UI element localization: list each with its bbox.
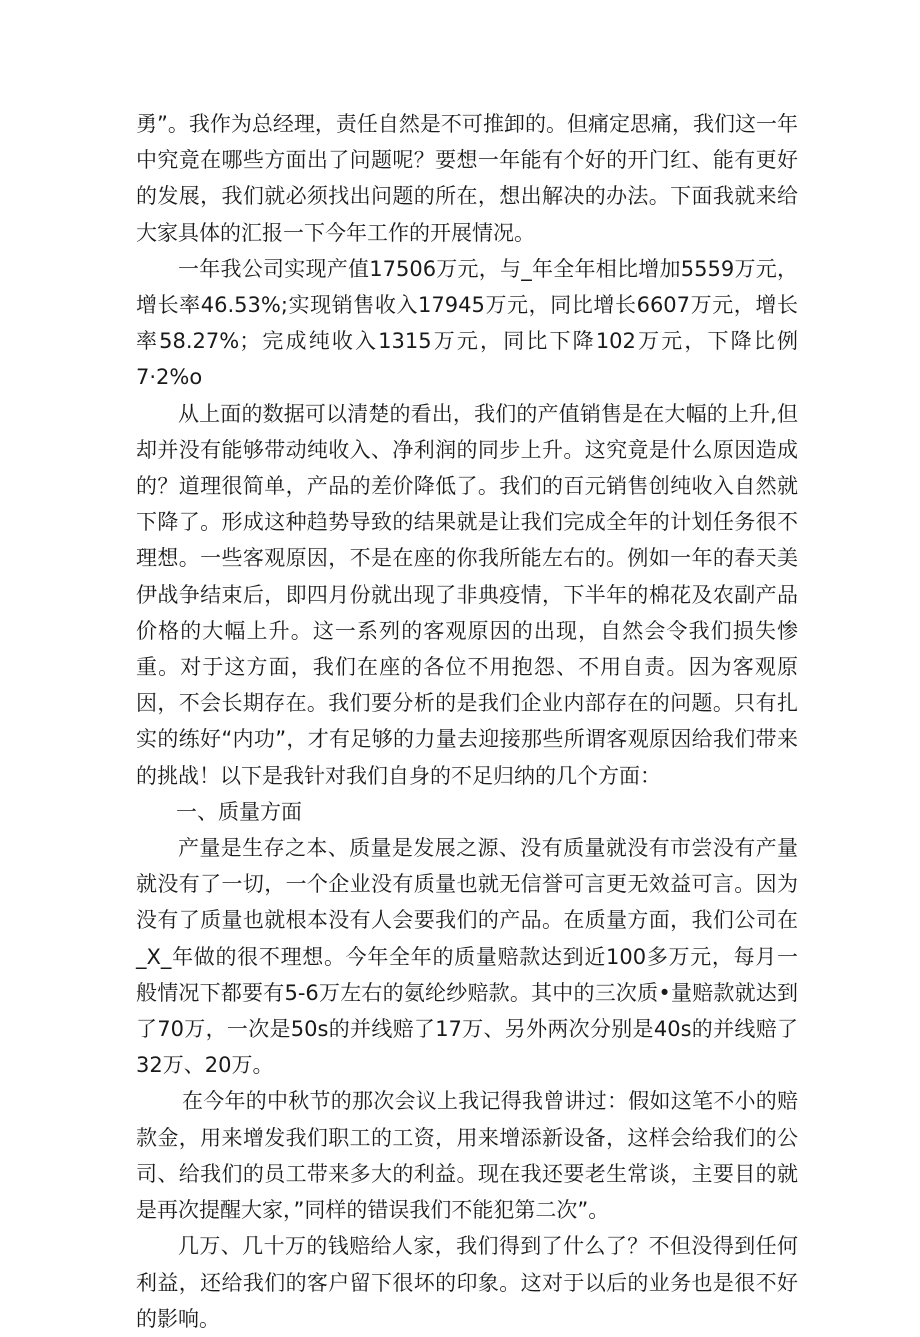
paragraph-4: 产量是生存之本、质量是发展之源、没有质量就没有市尝没有产量就没有了一切，一个企业没有质量也就无信誉可言更无效益可言。因为没有了质量也就根本没有人会要我们的产品。在质量方面，我们公司在_X_年做的很不理想。今年全年的质量赔款达到近100多万元，每月一般情况下都要有5-6万左右的氨纶纱赔款。其中的三次质•量赔款就达到了70万，一次是50s的并线赔了17万、另外两次分别是40s的并线赔了32万、20万。 <box>136 836 798 1078</box>
paragraph-5: 在今年的中秋节的那次会议上我记得我曾讲过：假如这笔不小的赔款金，用来增发我们职工的工资，用来增添新设备，这样会给我们的公司、给我们的员工带来多大的利益。现在我还要老生常谈，主要目的就是再次提醒大家，”同样的错误我们不能犯第二次”。 <box>136 1089 798 1223</box>
section-heading-quality: 一、质量方面 <box>176 799 302 824</box>
paragraph-2: 一年我公司实现产值17506万元，与_年全年相比增加5559万元，增长率46.53%;实现销售收入17945万元，同比增长6607万元，增长率58.27%；完成纯收入1315万元，同比下降102万元，下降比例7·2%o <box>136 256 798 390</box>
paragraph-3: 从上面的数据可以清楚的看出，我们的产值销售是在大幅的上升,但却并没有能够带动纯收入、净利润的同步上升。这究竟是什么原因造成的？道理很简单，产品的差价降低了。我们的百元销售创纯收入自然就下降了。形成这种趋势导致的结果就是让我们完成全年的计划任务很不理想。一些客观原因，不是在座的你我所能左右的。例如一年的春天美伊战争结束后，即四月份就出现了非典疫情，下半年的棉花及农副产品价格的大幅上升。这一系列的客观原因的出现，自然会令我们损失惨重。对于这方面，我们在座的各位不用抱怨、不用自责。因为客观原因，不会长期存在。我们要分析的是我们企业内部存在的问题。只有扎实的练好“内功”，才有足够的力量去迎接那些所谓客观原因给我们带来的挑战！以下是我针对我们自身的不足归纳的几个方面： <box>136 401 798 788</box>
document-body <box>136 106 798 1337</box>
paragraph-1: 勇”。我作为总经理，责任自然是不可推卸的。但痛定思痛，我们这一年中究竟在哪些方面出了问题呢？要想一年能有个好的开门红、能有更好的发展，我们就必须找出问题的所在，想出解决的办法。下面我就来给大家具体的汇报一下今年工作的开展情况。 <box>136 112 798 245</box>
paragraph-6: 几万、几十万的钱赔给人家，我们得到了什么了？不但没得到任何利益，还给我们的客户留下很坏的印象。这对于以后的业务也是很不好的影响。 <box>136 1234 798 1331</box>
